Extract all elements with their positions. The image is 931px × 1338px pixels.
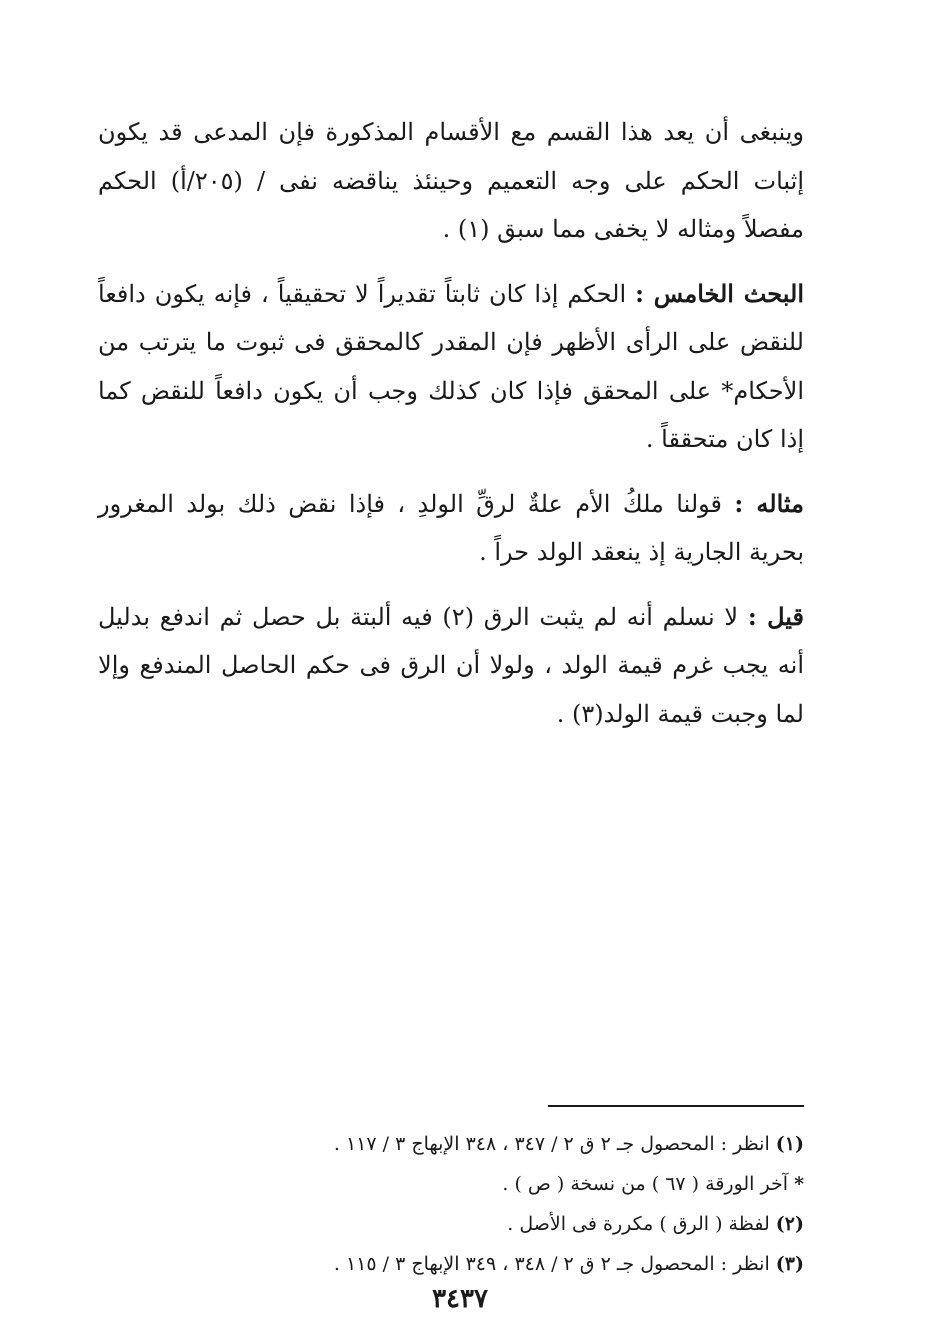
paragraph-2: [98, 270, 804, 464]
main-text: [98, 108, 804, 754]
footnote-3: [120, 1244, 804, 1284]
footnote-star-marker: *: [794, 1173, 804, 1195]
footnote-3-text: انظر : المحصول جـ ٢ ق ٢ / ٣٤٨ ، ٣٤٩ الإبهاج ٣ / ١١٥ .: [333, 1253, 770, 1275]
footnote-1-text: انظر : المحصول جـ ٢ ق ٢ / ٣٤٧ ، ٣٤٨ الإبهاج ٣ / ١١٧ .: [333, 1133, 770, 1155]
footnote-2: [120, 1204, 804, 1244]
footnote-star: [120, 1164, 804, 1204]
paragraph-3-text: قولنا ملكُ الأم علةٌ لرقِّ الولدِ ، فإذا نقض ذلك بولد المغرور بحرية الجارية إذ ينعقد الولد حراً .: [98, 489, 804, 566]
footnote-2-marker: (٢): [775, 1213, 804, 1235]
paragraph-2-text: الحكم إذا كان ثابتاً تقديراً لا تحقيقياً ، فإنه يكون دافعاً للنقض على الرأى الأظهر فإن المقدر كالمحقق فى ثبوت ما يترتب من الأحكام* على المحقق فإذا كان كذلك وجب أن يكون دافعاً للنقض كما إذا كان متحققاً .: [98, 279, 804, 453]
paragraph-4-text: لا نسلم أنه لم يثبت الرق (٢) فيه ألبتة بل حصل ثم اندفع بدليل أنه يجب غرم قيمة الولد ، ولولا أن الرق فى حكم الحاصل المندفع وإلا لما وجبت قيمة الولد(٣) .: [98, 602, 804, 728]
footnote-3-marker: (٣): [775, 1253, 804, 1275]
paragraph-1-text: وينبغى أن يعد هذا القسم مع الأقسام المذكورة فإن المدعى قد يكون إثبات الحكم على وجه التعميم وحينئذ يناقضه نفى / (٢٠٥/أ) الحكم مفصلاً ومثاله لا يخفى مما سبق (١) .: [98, 118, 805, 243]
footnote-star-text: آخر الورقة ( ٦٧ ) من نسخة ( ص ) .: [502, 1173, 789, 1195]
footnote-1: [120, 1124, 804, 1164]
footnote-divider: [548, 1105, 804, 1107]
footnote-1-marker: (١): [775, 1133, 804, 1155]
paragraph-3: [98, 480, 804, 577]
paragraph-4-heading: قيل :: [747, 601, 805, 631]
footnotes: [120, 1124, 804, 1284]
footnote-2-text: لفظة ( الرق ) مكررة فى الأصل .: [507, 1213, 770, 1235]
paragraph-4: [98, 593, 804, 739]
paragraph-2-heading: البحث الخامس :: [635, 278, 804, 308]
paragraph-1: [98, 108, 804, 254]
paragraph-3-heading: مثاله :: [734, 488, 804, 518]
page-number: ٣٤٣٧: [432, 1284, 488, 1314]
